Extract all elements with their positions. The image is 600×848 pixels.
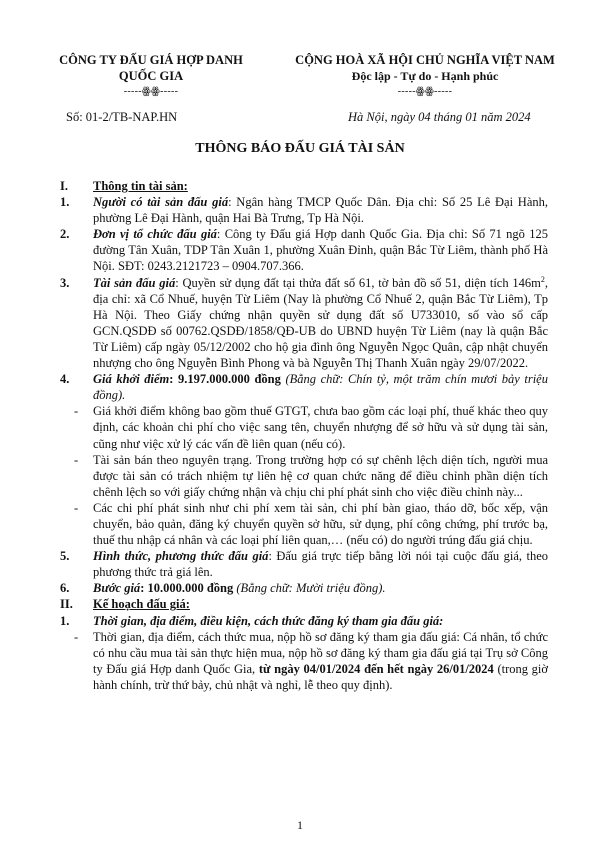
document-date: Hà Nội, ngày 04 tháng 01 năm 2024 [348, 110, 531, 124]
list-item [60, 194, 548, 226]
item-label: Đơn vị tổ chức đấu giá [93, 227, 217, 242]
superscript: 2 [540, 274, 545, 284]
item-text-cont: , địa chỉ: xã Cổ Nhuế, huyện Từ Liêm (Nay là phường Cổ Nhuế 2, quận Bắc Từ Liêm), Tp Hà Nội. Theo Giấy chứng nhận quyền sử dụng đất số U733010, số vào sổ cấp GCN.QSDĐ số 00762.QSDĐ/1858/QĐ-UB do UBND huyện Từ Liêm (nay là quận Bắc Từ Liêm) cấp ngày 05/12/2002 cho hộ gia đình ông Nguyễn Ngọc Quân, cập nhật chuyển nhượng cho ông Nguyễn Bình Phong và bà Nguyễn Thị Thanh Xuân ngày 29/07/2022. [93, 275, 548, 371]
page-number: 1 [297, 818, 303, 832]
list-item [60, 580, 548, 596]
bullet-item [60, 500, 548, 548]
list-item [60, 548, 548, 580]
dash-bullet: - [74, 452, 79, 467]
step-in-words: (Bằng chữ: Mười triệu đồng). [233, 581, 386, 596]
header-ornament-left: -----ꙮꙮ----- [123, 86, 179, 97]
item-number: 2. [60, 227, 70, 242]
section-heading [60, 596, 548, 612]
dash-bullet: - [74, 404, 79, 419]
section-number: II. [60, 597, 73, 612]
company-header [58, 52, 244, 100]
item-text: : Đấu giá trực tiếp bằng lời nói tại cuộc đấu giá, theo phương thức trả giá lên. [93, 549, 548, 580]
dash-bullet: - [74, 629, 79, 644]
section-title: Thông tin tài sản: [93, 179, 188, 193]
bullet-item [60, 403, 548, 451]
document-number: Số: 01-2/TB-NAP.HN [66, 110, 178, 124]
item-number: 1. [60, 613, 70, 628]
price-in-words: (Bằng chữ: Chín tỷ, một trăm chín mươi bảy triệu đồng). [93, 372, 548, 403]
list-item [60, 226, 548, 274]
bullet-text: Tài sản bán theo nguyên trạng. Trong trường hợp có sự chênh lệch diện tích, người mua được tài sản có trách nhiệm tự liên hệ cơ quan chức năng để điều chỉnh phần diện tích chênh lệch so với giấy chứng nhận và chịu chi phí phát sinh cho việc điều chỉnh này... [93, 452, 548, 499]
registration-period: từ ngày 04/01/2024 đến hết ngày 26/01/2024 [258, 661, 494, 676]
bullet-text: Thời gian, địa điểm, cách thức mua, nộp hồ sơ đăng ký tham gia đấu giá: Cá nhân, tổ chức có nhu cầu mua tài sản thực hiện mua, nộp hồ sơ đăng ký tham gia đấu giá tại Trụ sở Công ty Đấu giá Hợp danh Quốc Gia, [93, 629, 548, 676]
item-text: : Quyền sử dụng đất tại thửa đất số 61, tờ bản đồ số 51, diện tích 146m [175, 275, 541, 290]
item-label: Hình thức, phương thức đấu giá [93, 549, 269, 564]
bullet-text: Giá khởi điểm không bao gồm thuế GTGT, chưa bao gồm các loại phí, thuế khác theo quy định, các khoản chi phí cho việc sang tên, chuyển nhượng để sở hữu và sử dụng tài sản, cũng như việc xử lý các vấn đề liên quan (nếu có). [93, 404, 548, 451]
item-number: 1. [60, 195, 70, 210]
header-ornament-right: -----ꙮꙮ----- [397, 86, 453, 97]
document-title: THÔNG BÁO ĐẤU GIÁ TÀI SẢN [195, 141, 405, 156]
item-text: : Công ty Đấu giá Hợp danh Quốc Gia. Địa chỉ: Số 71 ngõ 125 đường Tân Xuân, TDP Tân Xuân 1, phường Xuân Đỉnh, quận Bắc Từ Liêm, thành phố Hà Nội. SĐT: 0243.2121723 – 0904.707.366. [93, 227, 548, 274]
bullet-item [60, 452, 548, 500]
section-heading [60, 178, 548, 194]
item-number: 5. [60, 549, 70, 564]
item-text: : Ngân hàng TMCP Quốc Dân. Địa chỉ: Số 25 Lê Đại Hành, phường Lê Đại Hành, quận Hai Bà Trưng, Tp Hà Nội. [93, 195, 548, 226]
item-label: Người có tài sản đấu giá [93, 195, 229, 210]
item-number: 4. [60, 372, 70, 387]
document-body [60, 178, 548, 693]
list-item [60, 613, 548, 629]
bullet-text: Các chi phí phát sinh như chi phí xem tài sản, chi phí bàn giao, tháo dỡ, bốc xếp, vận chuyển, bảo quản, đăng ký chuyển quyền sở hữu, sử dụng, phí công chứng, phí trước bạ, thuế thu nhập cá nhân và các loại phí liên quan,… (nếu có) do người trúng đấu giá chịu. [93, 500, 548, 548]
section-number: I. [60, 179, 68, 193]
national-motto: Độc lập - Tự do - Hạnh phúc [351, 69, 499, 83]
item-label: Bước giá [93, 581, 141, 596]
bullet-text-cont: (trong giờ hành chính, trừ thứ bảy, chủ nhật và nghỉ, lễ theo quy định). [93, 661, 548, 692]
bullet-item [60, 629, 548, 693]
price-value: : 9.197.000.000 đồng [169, 372, 281, 387]
list-item [60, 371, 548, 403]
section-title: Kế hoạch đấu giá: [93, 597, 190, 612]
step-value: : 10.000.000 đồng [140, 581, 234, 596]
company-name-line2: QUỐC GIA [118, 69, 184, 83]
list-item [60, 275, 548, 372]
item-number: 3. [60, 275, 70, 290]
item-number: 6. [60, 581, 70, 596]
item-label: Giá khởi điểm [93, 372, 170, 387]
national-title: CỘNG HOÀ XÃ HỘI CHỦ NGHĨA VIỆT NAM [295, 53, 555, 67]
item-label: Thời gian, địa điểm, điều kiện, cách thức đăng ký tham gia đấu giá: [93, 613, 444, 628]
national-header [280, 52, 570, 100]
company-name: CÔNG TY ĐẤU GIÁ HỢP DANH [59, 53, 243, 67]
item-label: Tài sản đấu giá [93, 275, 176, 290]
dash-bullet: - [74, 500, 79, 515]
